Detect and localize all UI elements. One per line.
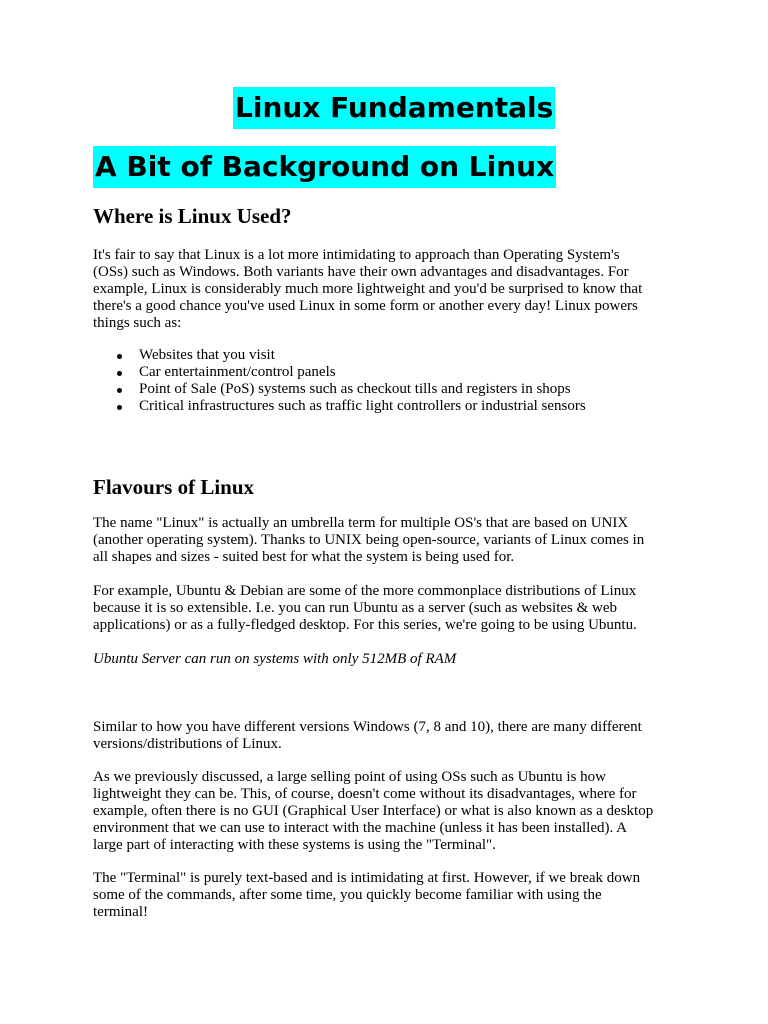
- paragraph-line: For example, Ubuntu & Debian are some of the more commonplace distributions of Linux: [93, 583, 637, 599]
- paragraph-line: (OSs) such as Windows. Both variants have their own advantages and disadvantages. For: [93, 264, 629, 280]
- bullet-icon: [117, 388, 122, 393]
- paragraph-line: things such as:: [93, 315, 182, 331]
- document-title: Linux Fundamentals: [233, 87, 555, 129]
- list-item-text: Point of Sale (PoS) systems such as checkout tills and registers in shops: [139, 381, 571, 397]
- paragraph-flavours-4: [93, 769, 683, 854]
- bullet-icon: [117, 354, 122, 359]
- paragraph-line: some of the commands, after some time, you quickly become familiar with using the: [93, 887, 602, 903]
- paragraph-flavours-2: [93, 583, 683, 634]
- paragraph-intro: [93, 247, 683, 332]
- paragraph-line: large part of interacting with these systems is using the "Terminal".: [93, 837, 496, 853]
- paragraph-flavours-1: [93, 515, 683, 566]
- linux-uses-list: [93, 347, 586, 415]
- paragraph-line: applications) or as a fully-fledged desktop. For this series, we're going to be using Ubuntu.: [93, 617, 637, 633]
- note-text: Ubuntu Server can run on systems with only 512MB of RAM: [93, 651, 457, 667]
- heading-flavours-of-linux: Flavours of Linux: [93, 475, 255, 499]
- paragraph-line: example, often there is no GUI (Graphical User Interface) or what is also known as a desktop: [93, 803, 654, 819]
- paragraph-line: lightweight they can be. This, of course, doesn't come without its disadvantages, where for: [93, 786, 637, 802]
- paragraph-flavours-3: [93, 719, 683, 753]
- list-item-text: Websites that you visit: [139, 347, 275, 363]
- bullet-icon: [117, 371, 122, 376]
- list-item: [93, 381, 586, 398]
- section-title: A Bit of Background on Linux: [93, 146, 556, 188]
- list-item: [93, 364, 586, 381]
- list-item-text: Car entertainment/control panels: [139, 364, 336, 380]
- paragraph-flavours-5: [93, 870, 683, 921]
- note-ubuntu-server-ram: [93, 651, 683, 668]
- paragraph-line: all shapes and sizes - suited best for what the system is being used for.: [93, 549, 515, 565]
- paragraph-line: there's a good chance you've used Linux in some form or another every day! Linux powers: [93, 298, 638, 314]
- paragraph-line: environment that we can use to interact with the machine (unless it has been installed). A: [93, 820, 628, 836]
- paragraph-line: because it is so extensible. I.e. you can run Ubuntu as a server (such as websites & web: [93, 600, 618, 616]
- paragraph-line: The "Terminal" is purely text-based and is intimidating at first. However, if we break down: [93, 870, 641, 886]
- list-item: [93, 398, 586, 415]
- bullet-icon: [117, 405, 122, 410]
- heading-where-is-linux-used: Where is Linux Used?: [93, 204, 292, 228]
- paragraph-line: The name "Linux" is actually an umbrella term for multiple OS's that are based on UNIX: [93, 515, 629, 531]
- paragraph-line: example, Linux is considerably much more lightweight and you'd be surprised to know that: [93, 281, 643, 297]
- paragraph-line: (another operating system). Thanks to UNIX being open-source, variants of Linux comes in: [93, 532, 645, 548]
- paragraph-line: Similar to how you have different versions Windows (7, 8 and 10), there are many different: [93, 719, 642, 735]
- list-item-text: Critical infrastructures such as traffic light controllers or industrial sensors: [139, 398, 586, 414]
- paragraph-line: terminal!: [93, 904, 148, 920]
- list-item: [93, 347, 586, 364]
- paragraph-line: versions/distributions of Linux.: [93, 736, 282, 752]
- paragraph-line: It's fair to say that Linux is a lot more intimidating to approach than Operating System's: [93, 247, 620, 263]
- paragraph-line: As we previously discussed, a large selling point of using OSs such as Ubuntu is how: [93, 769, 607, 785]
